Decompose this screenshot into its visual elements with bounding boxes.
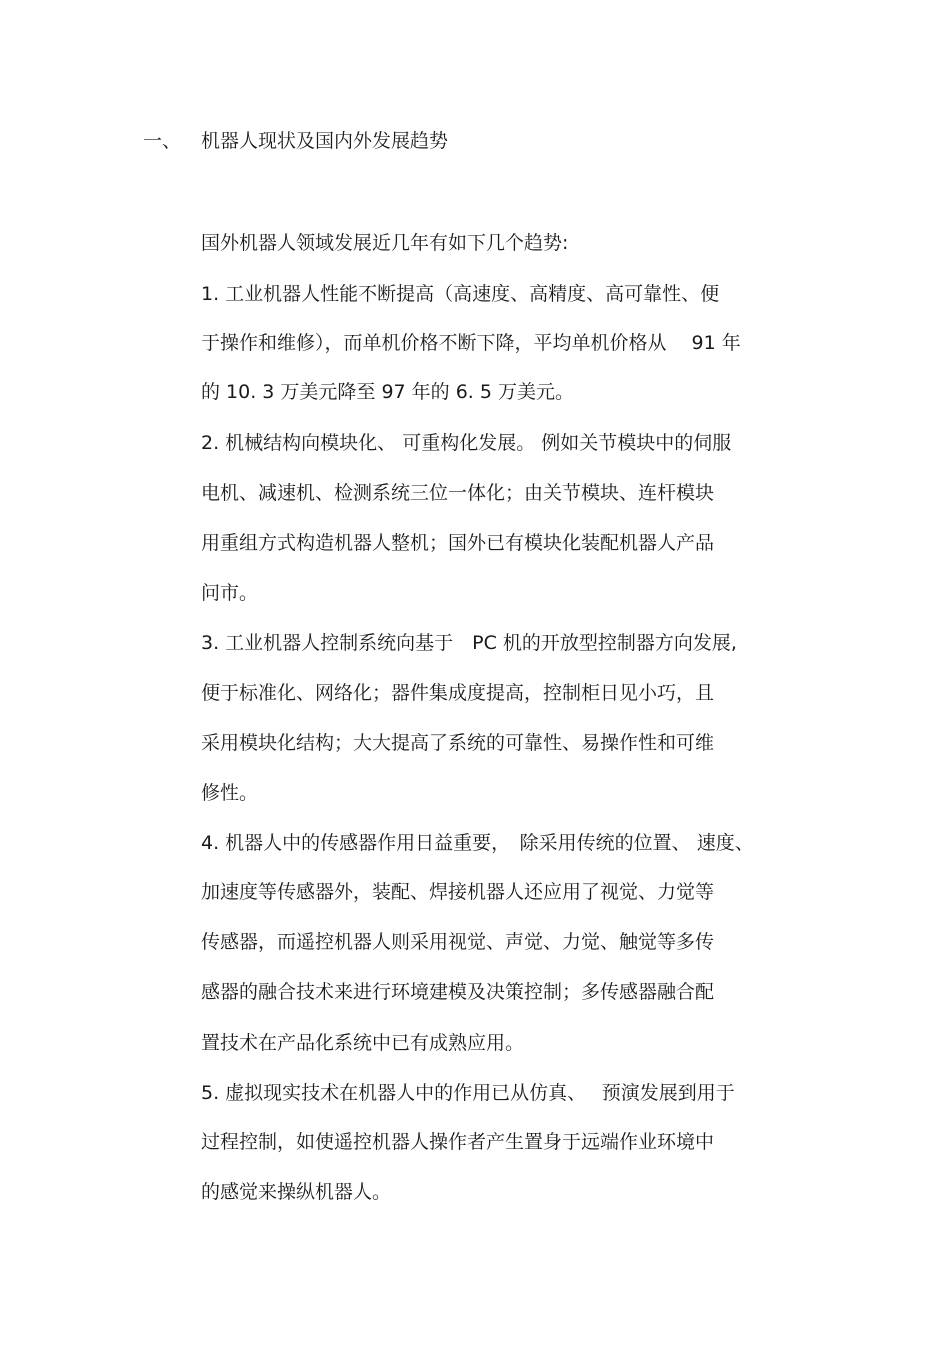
paragraph-line: 采用模块化结构；大大提高了系统的可靠性、易操作性和可维 [201, 732, 715, 754]
paragraph-line: 加速度等传感器外，装配、焊接机器人还应用了视觉、力觉等 [201, 881, 715, 903]
paragraph-line: 于操作和维修），而单机价格不断下降，平均单机价格从 91 年 [201, 332, 741, 354]
intro-line: 国外机器人领域发展近几年有如下几个趋势: [201, 232, 569, 254]
paragraph-line: 4. 机器人中的传感器作用日益重要， 除采用传统的位置、 速度、 [201, 832, 754, 854]
paragraph-line: 过程控制，如使遥控机器人操作者产生置身于远端作业环境中 [201, 1131, 715, 1153]
paragraph-line: 3. 工业机器人控制系统向基于 PC 机的开放型控制器方向发展, [201, 632, 737, 654]
paragraph-line: 修性。 [201, 782, 259, 804]
paragraph-line: 置技术在产品化系统中已有成熟应用。 [201, 1032, 525, 1054]
paragraph-line: 5. 虚拟现实技术在机器人中的作用已从仿真、 预演发展到用于 [201, 1082, 735, 1104]
paragraph-line: 2. 机械结构向模块化、 可重构化发展。 例如关节模块中的伺服 [201, 432, 732, 454]
paragraph-line: 问市。 [201, 582, 259, 604]
section-heading: 机器人现状及国内外发展趋势 [201, 130, 449, 152]
paragraph-line: 的 10. 3 万美元降至 97 年的 6. 5 万美元。 [201, 381, 575, 403]
paragraph-line: 感器的融合技术来进行环境建模及决策控制；多传感器融合配 [201, 981, 715, 1003]
paragraph-line: 用重组方式构造机器人整机；国外已有模块化装配机器人产品 [201, 532, 715, 554]
paragraph-line: 电机、减速机、检测系统三位一体化；由关节模块、连杆模块 [201, 482, 715, 504]
section-number: 一、 [143, 130, 182, 152]
paragraph-line: 便于标准化、网络化；器件集成度提高，控制柜日见小巧，且 [201, 682, 715, 704]
paragraph-line: 的感觉来操纵机器人。 [201, 1181, 392, 1203]
paragraph-line: 1. 工业机器人性能不断提高（高速度、高精度、高可靠性、便 [201, 283, 720, 305]
paragraph-line: 传感器，而遥控机器人则采用视觉、声觉、力觉、触觉等多传 [201, 931, 715, 953]
